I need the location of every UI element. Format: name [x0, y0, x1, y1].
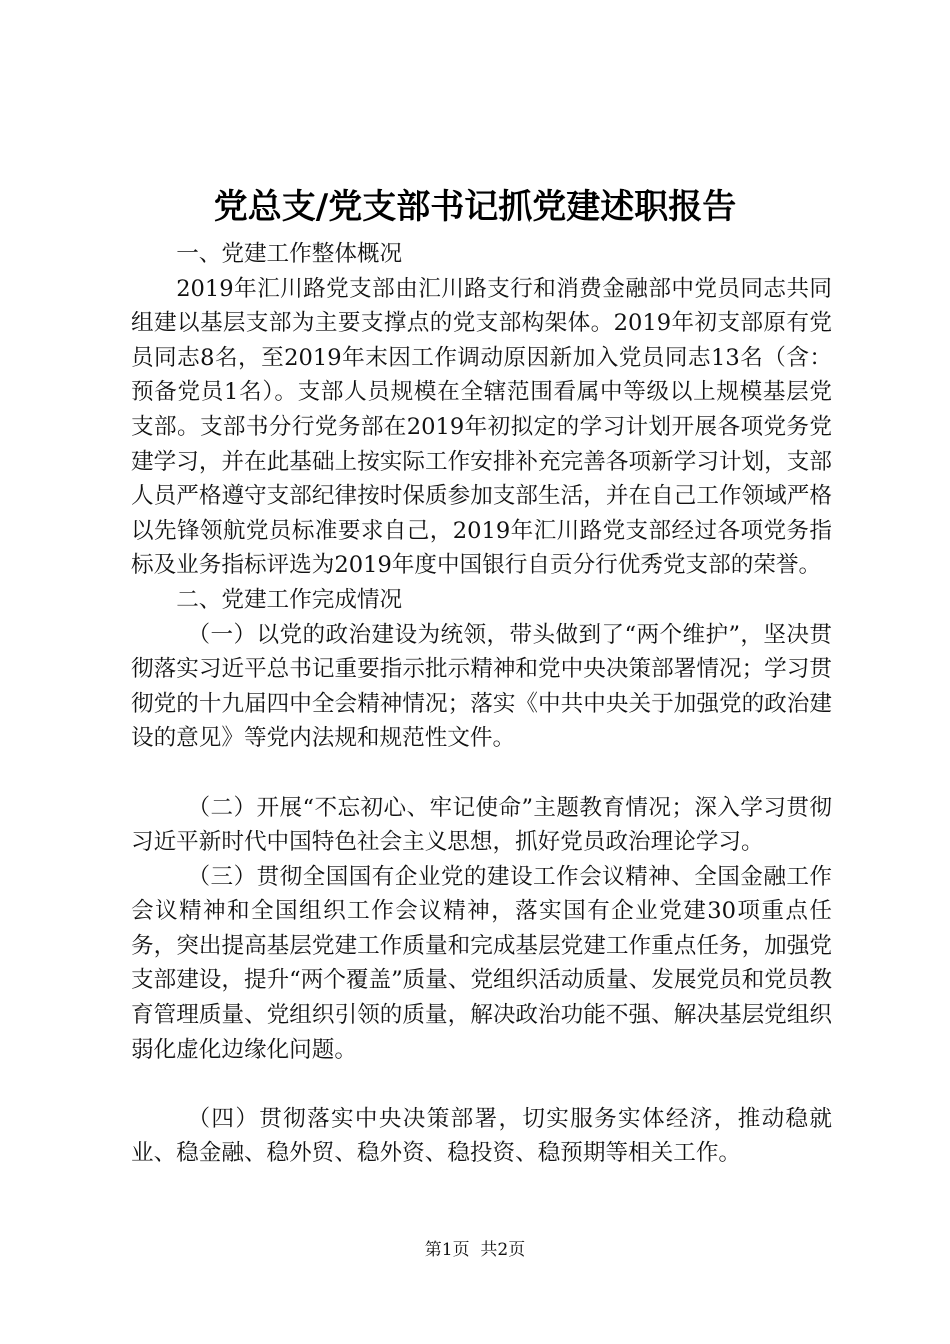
section-heading-completion: 二、党建工作完成情况	[176, 586, 403, 613]
page-number-footer: 第1页 共2页	[424, 1240, 526, 1260]
document-title: 党总支/党支部书记抓党建述职报告	[213, 187, 737, 227]
document-body	[131, 237, 832, 1171]
paragraph-spacer	[131, 756, 832, 791]
paragraph-spacer	[131, 1067, 832, 1102]
paragraph-item-1: （一）以党的政治建设为统领，带头做到了“两个维护”，坚决贯彻落实习近平总书记重要指示批示精神和党中央决策部署情况；学习贯彻党的十九届四中全会精神情况；落实《中共中央关于加强党的政治建设的意见》等党内法规和规范性文件。	[131, 621, 832, 752]
paragraph-overview: 2019年汇川路党支部由汇川路支行和消费金融部中党员同志共同组建以基层支部为主要支撑点的党支部构架体。2019年初支部原有党员同志8名，至2019年末因工作调动原因新加入党员同志13名（含：预备党员1名）。支部人员规模在全辖范围看属中等级以上规模基层党支部。支部书分行党务部在2019年初拟定的学习计划开展各项党务党建学习，并在此基础上按实际工作安排补充完善各项新学习计划，支部人员严格遵守支部纪律按时保质参加支部生活，并在自己工作领域严格以先锋领航党员标准要求自己，2019年汇川路党支部经过各项党务指标及业务指标评选为2019年度中国银行自贡分行优秀党支部的荣誉。	[131, 275, 832, 579]
paragraph-item-2: （二）开展“不忘初心、牢记使命”主题教育情况；深入学习贯彻习近平新时代中国特色社会主义思想，抓好党员政治理论学习。	[131, 794, 832, 856]
paragraph-item-3: （三）贯彻全国国有企业党的建设工作会议精神、全国金融工作会议精神和全国组织工作会议精神，落实国有企业党建30项重点任务，突出提高基层党建工作质量和完成基层党建工作重点任务，加强党支部建设，提升“两个覆盖”质量、党组织活动质量、发展党员和党员教育管理质量、党组织引领的质量，解决政治功能不强、解决基层党组织弱化虚化边缘化问题。	[131, 863, 832, 1063]
section-heading-overview: 一、党建工作整体概况	[176, 241, 403, 267]
paragraph-item-4: （四）贯彻落实中央决策部署，切实服务实体经济，推动稳就业、稳金融、稳外贸、稳外资、稳投资、稳预期等相关工作。	[131, 1105, 832, 1167]
